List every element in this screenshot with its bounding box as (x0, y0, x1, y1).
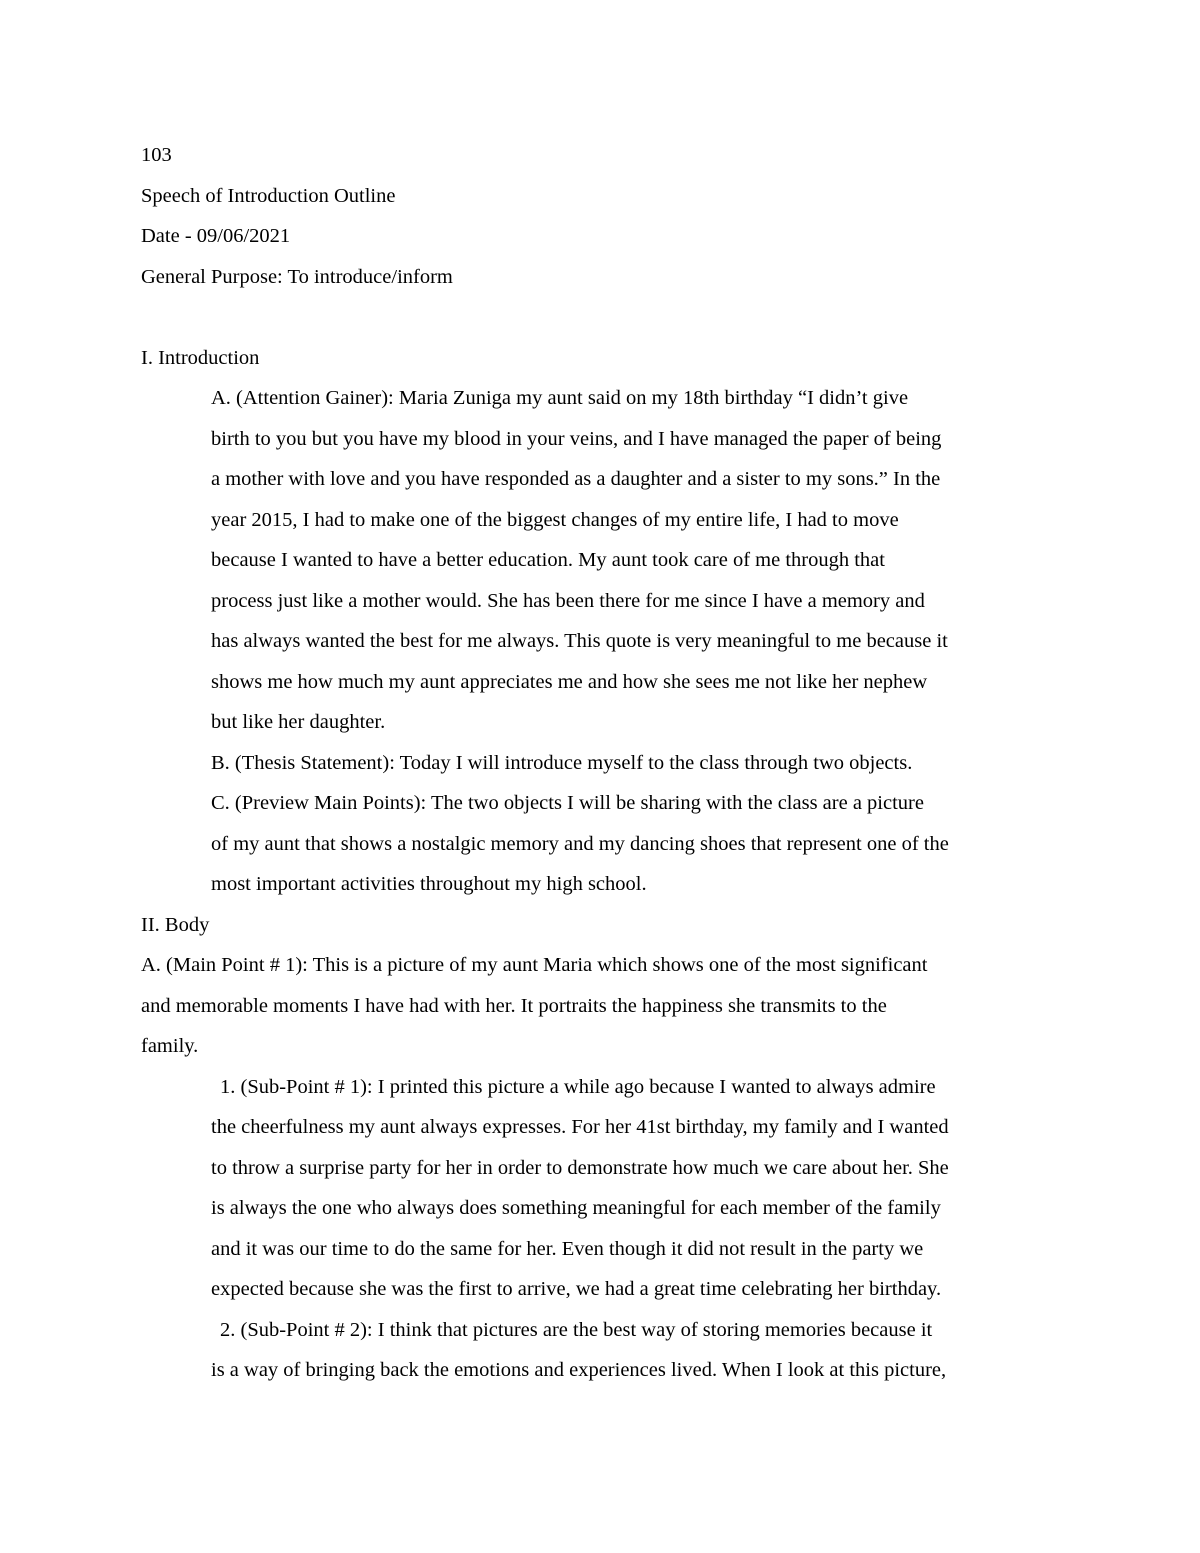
attention-gainer-line: A. (Attention Gainer): Maria Zuniga my aunt said on my 18th birthday “I didn’t give (211, 387, 909, 409)
sub-point-line: 1. (Sub-Point # 1): I printed this picture a while ago because I wanted to always admire (220, 1075, 936, 1098)
document-title: Speech of Introduction Outline (141, 184, 396, 207)
main-point-1 (141, 945, 1070, 1067)
sub-point-line: and it was our time to do the same for her. Even though it did not result in the party we (211, 1237, 924, 1260)
sub-point-line: 2. (Sub-Point # 2): I think that pictures are the best way of storing memories because it (220, 1318, 933, 1341)
attention-gainer-line: shows me how much my aunt appreciates me and how she sees me not like her nephew (211, 670, 928, 693)
main-point-line: and memorable moments I have had with her. It portraits the happiness she transmits to the (141, 994, 887, 1017)
preview-line: most important activities throughout my high school. (211, 873, 647, 895)
attention-gainer-line: year 2015, I had to make one of the biggest changes of my entire life, I had to move (211, 508, 899, 531)
main-point-line: A. (Main Point # 1): This is a picture of my aunt Maria which shows one of the most significant (141, 954, 928, 976)
sub-point-line: the cheerfulness my aunt always expresses. For her 41st birthday, my family and I wanted (211, 1116, 949, 1138)
sub-point-2 (141, 1310, 1070, 1391)
body-heading: II. Body (141, 913, 210, 936)
attention-gainer-line: birth to you but you have my blood in your veins, and I have managed the paper of being (211, 427, 942, 450)
attention-gainer-line: because I wanted to have a better education. My aunt took care of me through that (211, 549, 885, 571)
attention-gainer-line: but like her daughter. (211, 711, 386, 733)
preview-line: of my aunt that shows a nostalgic memory and my dancing shoes that represent one of the (211, 832, 949, 855)
sub-point-line: to throw a surprise party for her in order to demonstrate how much we care about her. She (211, 1156, 949, 1179)
sub-point-line: expected because she was the first to arrive, we had a great time celebrating her birthday. (211, 1278, 942, 1300)
attention-gainer-line: has always wanted the best for me always. This quote is very meaningful to me because it (211, 630, 948, 652)
main-point-line: family. (141, 1035, 199, 1057)
preview-main-points (141, 783, 1070, 905)
attention-gainer-line: a mother with love and you have responded as a daughter and a sister to my sons.” In the (211, 468, 941, 490)
attention-gainer (141, 378, 1070, 743)
blank-line (141, 297, 1070, 338)
attention-gainer-line: process just like a mother would. She has been there for me since I have a memory and (211, 589, 925, 612)
general-purpose: General Purpose: To introduce/inform (141, 265, 453, 288)
preview-line: C. (Preview Main Points): The two objects I will be sharing with the class are a picture (211, 792, 924, 814)
introduction-heading: I. Introduction (141, 346, 260, 369)
sub-point-line: is a way of bringing back the emotions and experiences lived. When I look at this picture, (211, 1359, 947, 1381)
sub-point-1 (141, 1067, 1070, 1310)
sub-point-line: is always the one who always does something meaningful for each member of the family (211, 1197, 941, 1219)
thesis-line: B. (Thesis Statement): Today I will introduce myself to the class through two objects. (211, 751, 913, 774)
course-number: 103 (141, 144, 172, 166)
document-date: Date - 09/06/2021 (141, 225, 291, 247)
thesis-statement (141, 743, 1070, 784)
